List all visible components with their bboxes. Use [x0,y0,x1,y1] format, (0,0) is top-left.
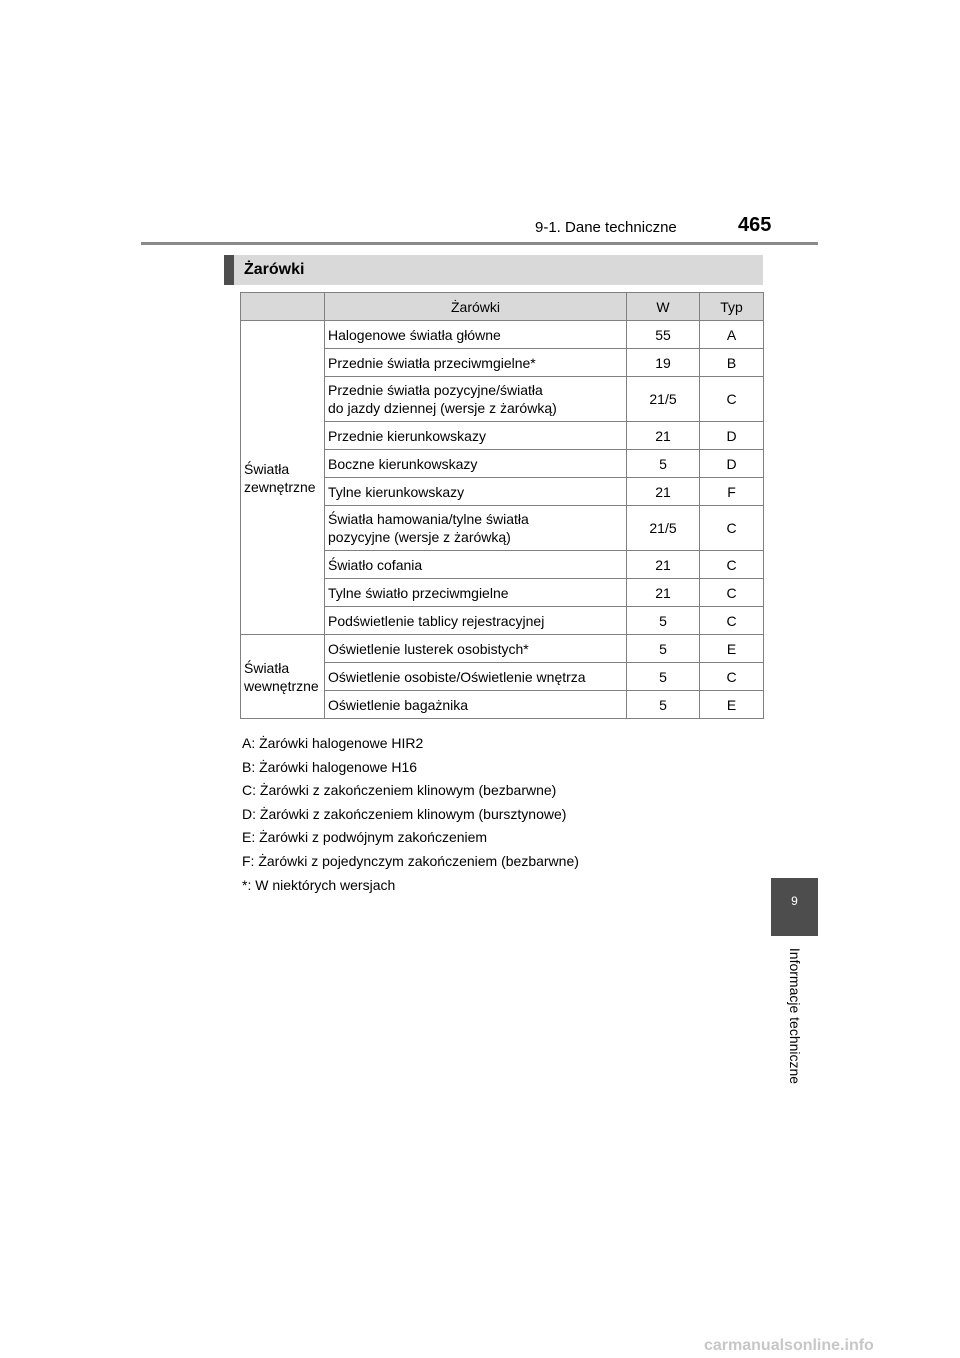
bulb-type: B [700,349,764,377]
page-number: 465 [738,214,772,236]
bulb-wattage: 21 [627,478,700,506]
bulb-name: Boczne kierunkowskazy [325,450,627,478]
bulb-type: A [700,321,764,349]
bulbs-table [240,292,764,719]
bulb-wattage: 21 [627,422,700,450]
legend-note: C: Żarówki z zakończeniem klinowym (bezbarwne) [242,782,557,799]
legend-note: A: Żarówki halogenowe HIR2 [242,735,424,751]
bulb-wattage: 21/5 [627,506,700,551]
bulb-type-legend [242,732,579,897]
chapter-tab [771,878,818,936]
bulb-type: D [700,422,764,450]
bulb-name: Przednie kierunkowskazy [325,422,627,450]
bulb-name: Tylne światło przeciwmgielne [325,579,627,607]
bulb-wattage: 55 [627,321,700,349]
bulb-name: Halogenowe światła główne [325,321,627,349]
bulb-wattage: 21 [627,551,700,579]
bulb-name: Światło cofania [325,551,627,579]
watermark-text: carmanualsonline.info [704,1337,874,1354]
group-label-interior: Światła wewnętrzne [241,635,325,719]
bulb-type: C [700,506,764,551]
bulb-type: F [700,478,764,506]
bulb-wattage: 21 [627,579,700,607]
header-divider [141,242,818,245]
bulb-name: Światła hamowania/tylne światła pozycyjne (wersje z żarówką) [325,506,627,551]
bulb-type: C [700,377,764,422]
chapter-number: 9 [791,894,798,908]
table-row [241,321,764,349]
legend-note: B: Żarówki halogenowe H16 [242,758,418,775]
bulb-type: D [700,450,764,478]
bulb-type: C [700,607,764,635]
bulb-wattage: 5 [627,663,700,691]
bulb-type: E [700,635,764,663]
bulb-wattage: 5 [627,607,700,635]
column-header-bulbs: Żarówki [325,293,627,321]
bulb-name: Oświetlenie lusterek osobistych* [325,635,627,663]
bulb-wattage: 5 [627,635,700,663]
legend-note: *: W niektórych wersjach [242,876,396,893]
bulb-name: Podświetlenie tablicy rejestracyjnej [325,607,627,635]
table-header-row [241,293,764,321]
group-label-exterior: Światła zewnętrzne [241,321,325,635]
column-header-group [241,293,325,321]
chapter-label: Informacje techniczne [787,947,803,1085]
bulb-type: C [700,663,764,691]
bulb-wattage: 5 [627,450,700,478]
legend-note: F: Żarówki z pojedynczym zakończeniem (bezbarwne) [242,852,579,869]
bulb-wattage: 5 [627,691,700,719]
bulb-name: Oświetlenie osobiste/Oświetlenie wnętrza [325,663,627,691]
running-header-title: 9-1. Dane techniczne [535,219,677,236]
bulb-wattage: 21/5 [627,377,700,422]
table-row [241,635,764,663]
bulb-name: Tylne kierunkowskazy [325,478,627,506]
legend-note: D: Żarówki z zakończeniem klinowym (bursztynowe) [242,805,567,822]
bulb-name: Przednie światła pozycyjne/światła do jazdy dziennej (wersje z żarówką) [325,377,627,422]
bulb-type: C [700,551,764,579]
bulb-name: Przednie światła przeciwmgielne* [325,349,627,377]
bulb-name: Oświetlenie bagażnika [325,691,627,719]
bulb-wattage: 19 [627,349,700,377]
column-header-type: Typ [700,293,764,321]
column-header-watt: W [627,293,700,321]
bulb-type: E [700,691,764,719]
legend-note: E: Żarówki z podwójnym zakończeniem [242,829,488,846]
section-heading: Żarówki [224,255,763,285]
bulb-type: C [700,579,764,607]
